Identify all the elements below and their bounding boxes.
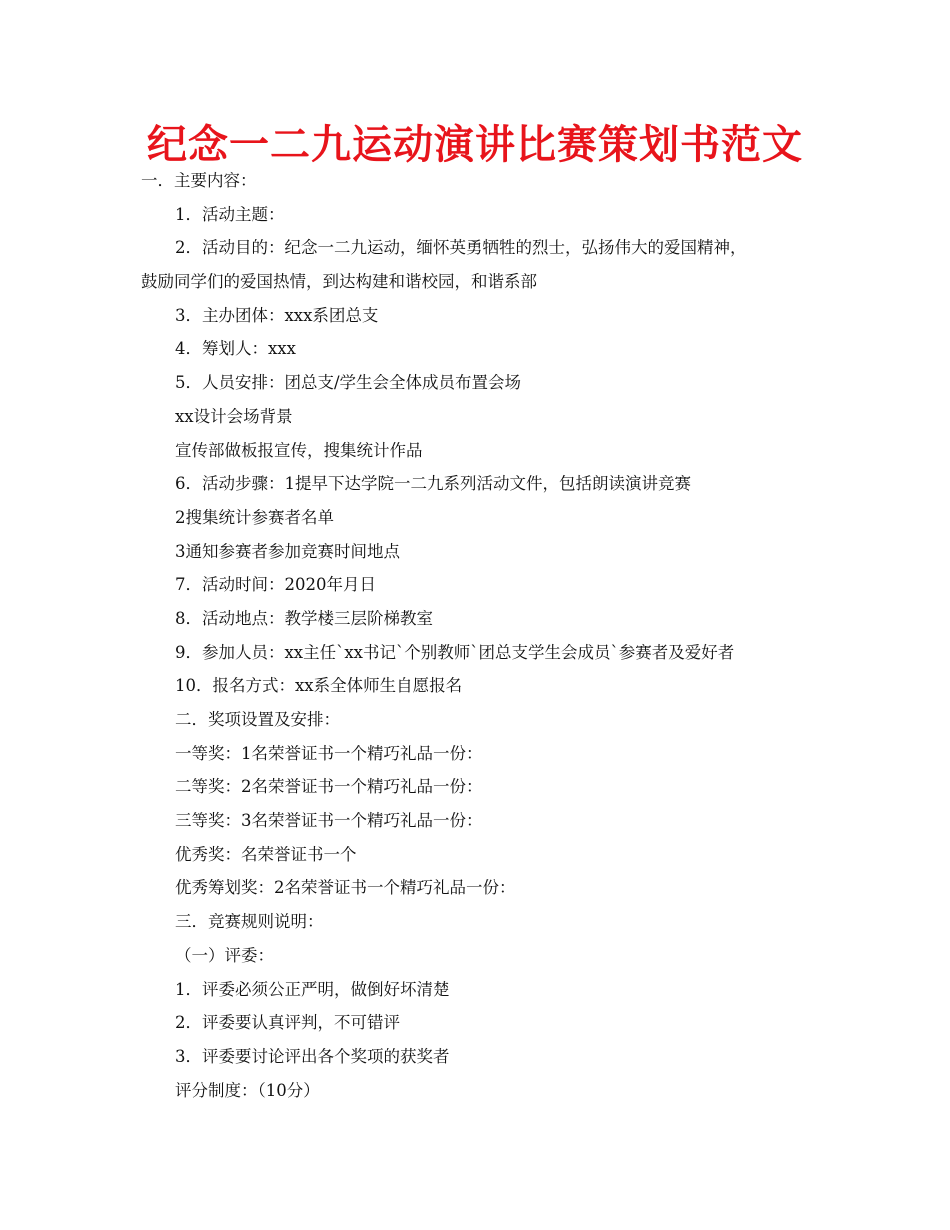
paragraph-line: 鼓励同学们的爱国热情，到达构建和谐校园，和谐系部 xyxy=(141,272,537,292)
paragraph-line: 8．活动地点：教学楼三层阶梯教室 xyxy=(175,608,433,628)
paragraph-line: 评分制度：（10分） xyxy=(175,1080,320,1100)
paragraph-line: 2．活动目的：纪念一二九运动，缅怀英勇牺牲的烈士，弘扬伟大的爱国精神， xyxy=(175,238,747,258)
paragraph-line: 6．活动步骤：1提早下达学院一二九系列活动文件，包括朗读演讲竞赛 xyxy=(175,474,691,494)
paragraph-line: 一．主要内容： xyxy=(141,171,257,190)
paragraph-line: 宣传部做板报宣传，搜集统计作品 xyxy=(175,440,423,460)
paragraph-line: 优秀筹划奖：2名荣誉证书一个精巧礼品一份： xyxy=(175,878,516,898)
paragraph-line: 1．活动主题： xyxy=(175,204,285,224)
paragraph-line: xx设计会场背景 xyxy=(175,406,293,426)
paragraph-line: 5．人员安排：团总支/学生会全体成员布置会场 xyxy=(175,373,522,393)
document-title: 纪念一二九运动演讲比赛策划书范文 xyxy=(147,122,803,168)
paragraph-line: 10．报名方式：xx系全体师生自愿报名 xyxy=(175,676,463,696)
paragraph-line: 二．奖项设置及安排： xyxy=(175,710,340,729)
paragraph-line: 优秀奖：名荣誉证书一个 xyxy=(175,844,357,864)
paragraph-line: 三等奖：3名荣誉证书一个精巧礼品一份： xyxy=(175,811,483,831)
paragraph-line: 二等奖：2名荣誉证书一个精巧礼品一份： xyxy=(175,777,483,797)
document-body xyxy=(141,164,821,1107)
paragraph-line: 3．评委要讨论评出各个奖项的获奖者 xyxy=(175,1046,450,1066)
paragraph-line: 1．评委必须公正严明，做倒好坏清楚 xyxy=(175,979,450,999)
paragraph-line: 2搜集统计参赛者名单 xyxy=(175,507,334,527)
paragraph-line: 3．主办团体：xxx系团总支 xyxy=(175,305,379,325)
paragraph-line: 三．竞赛规则说明： xyxy=(175,912,324,932)
paragraph-line: 2．评委要认真评判，不可错评 xyxy=(175,1013,400,1033)
paragraph-line: （一）评委： xyxy=(175,945,274,965)
paragraph-line: 4．筹划人：xxx xyxy=(175,339,296,359)
paragraph-line: 一等奖：1名荣誉证书一个精巧礼品一份： xyxy=(175,743,483,763)
paragraph-line: 9．参加人员：xx主任`xx书记`个别教师`团总支学生会成员`参赛者及爱好者 xyxy=(175,642,735,662)
paragraph-line: 7．活动时间：2020年月日 xyxy=(175,575,376,595)
paragraph-line: 3通知参赛者参加竞赛时间地点 xyxy=(175,541,400,561)
